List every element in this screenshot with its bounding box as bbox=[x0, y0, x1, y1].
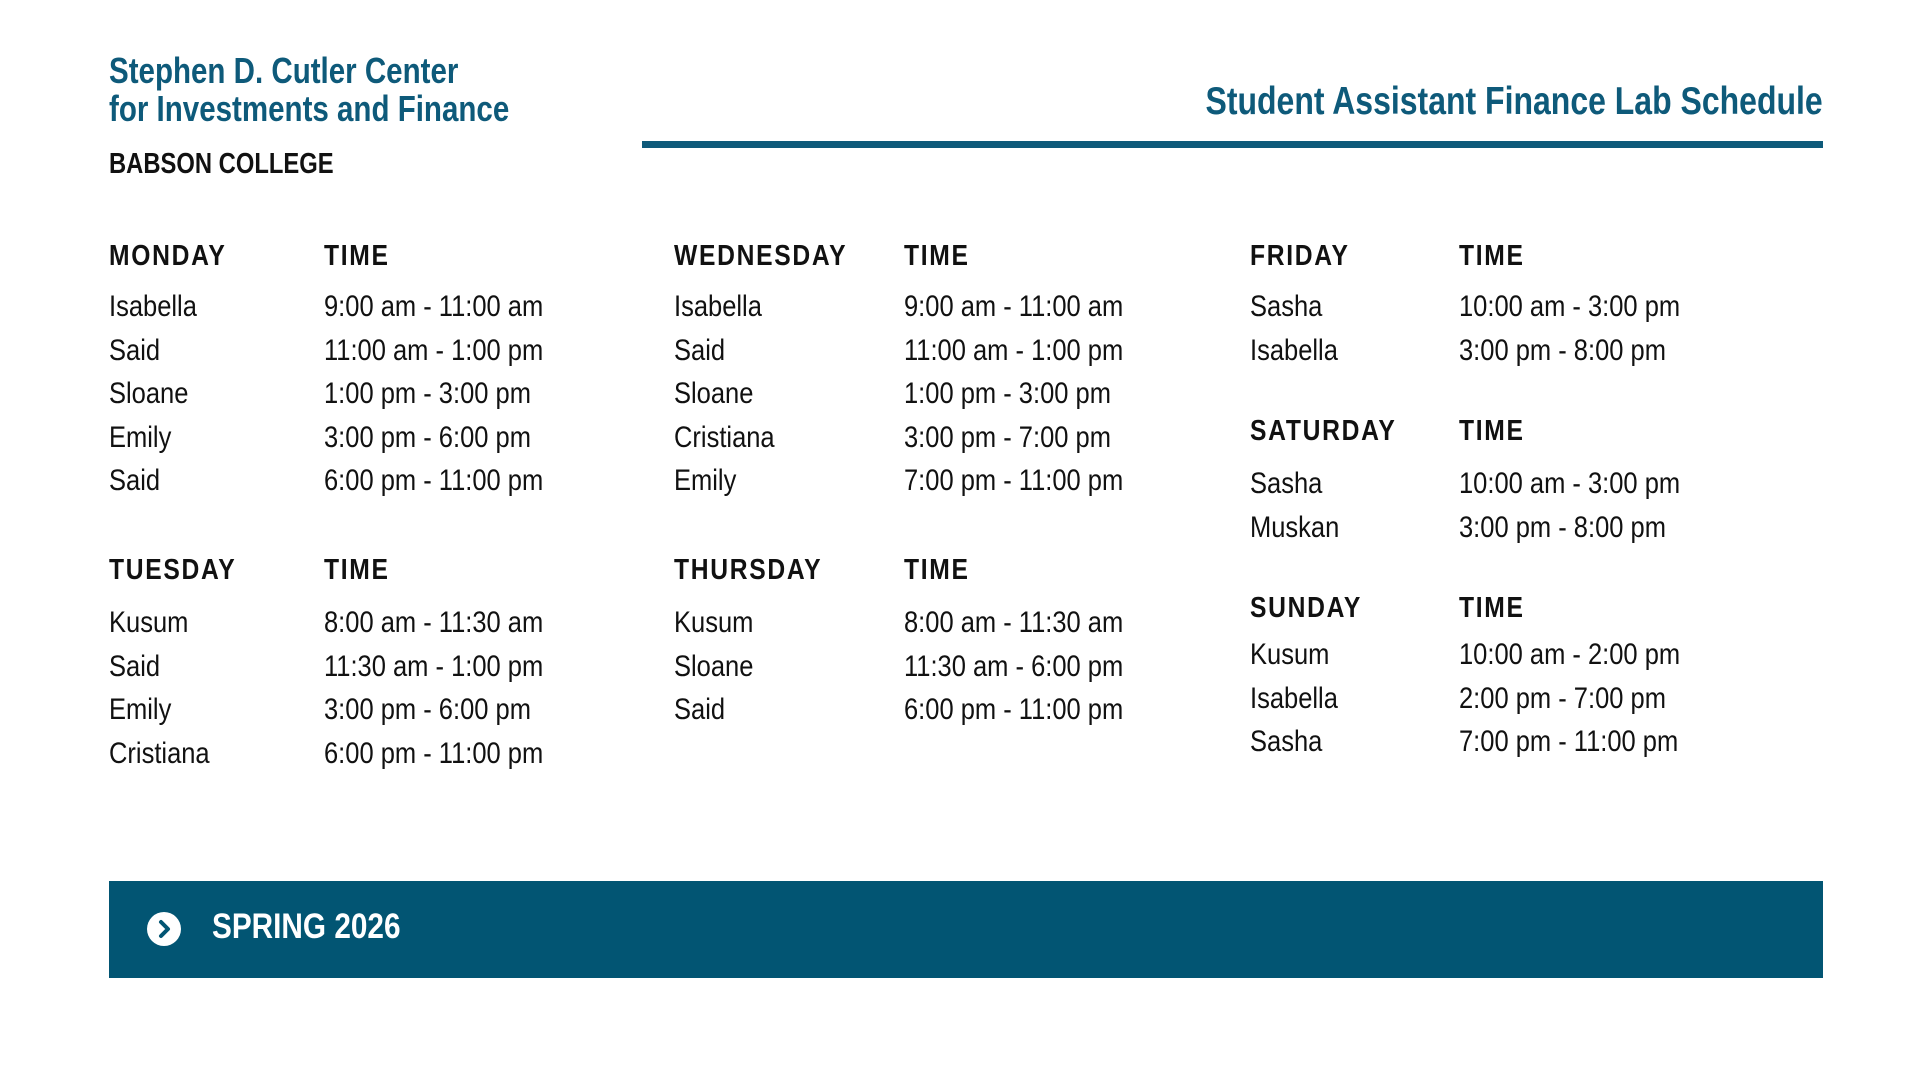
schedule-row bbox=[674, 334, 1234, 377]
shift-time: 7:00 pm - 11:00 pm bbox=[1459, 725, 1679, 758]
schedule-row bbox=[109, 737, 669, 780]
assistant-name: Kusum bbox=[109, 606, 189, 639]
assistant-name: Emily bbox=[109, 420, 172, 454]
shift-time: 3:00 pm - 7:00 pm bbox=[904, 420, 1111, 454]
shift-time: 6:00 pm - 11:00 pm bbox=[904, 693, 1124, 726]
assistant-name: Said bbox=[674, 693, 726, 726]
shift-time: 11:00 am - 1:00 pm bbox=[904, 333, 1124, 367]
title-underline bbox=[642, 141, 1823, 148]
assistant-name: Sasha bbox=[1250, 725, 1323, 758]
day-heading: SUNDAY bbox=[1250, 592, 1363, 624]
shift-time: 2:00 pm - 7:00 pm bbox=[1459, 681, 1666, 715]
schedule-row bbox=[674, 650, 1234, 693]
assistant-name: Isabella bbox=[674, 290, 762, 323]
assistant-name: Isabella bbox=[1250, 333, 1338, 367]
schedule-row bbox=[1250, 725, 1810, 768]
shift-time: 10:00 am - 3:00 pm bbox=[1459, 290, 1681, 323]
schedule-row bbox=[1250, 334, 1810, 377]
time-heading: TIME bbox=[1459, 415, 1525, 447]
assistant-name: Kusum bbox=[674, 606, 754, 639]
time-heading: TIME bbox=[1459, 240, 1525, 272]
shift-time: 6:00 pm - 11:00 pm bbox=[324, 736, 544, 770]
assistant-name: Sloane bbox=[109, 377, 189, 410]
schedule-row bbox=[674, 693, 1234, 736]
schedule-row bbox=[1250, 290, 1810, 333]
schedule-row bbox=[109, 421, 669, 464]
shift-time: 9:00 am - 11:00 am bbox=[904, 290, 1124, 323]
day-heading: TUESDAY bbox=[109, 554, 237, 586]
assistant-name: Sloane bbox=[674, 649, 754, 683]
time-heading: TIME bbox=[904, 240, 970, 272]
center-name-line2: for Investments and Finance bbox=[109, 88, 510, 129]
shift-time: 3:00 pm - 8:00 pm bbox=[1459, 333, 1666, 367]
assistant-name: Emily bbox=[674, 464, 737, 497]
assistant-name: Sasha bbox=[1250, 290, 1323, 323]
schedule-row bbox=[674, 421, 1234, 464]
day-heading: FRIDAY bbox=[1250, 240, 1350, 272]
schedule-row bbox=[1250, 638, 1810, 681]
college-name: BABSON COLLEGE bbox=[109, 148, 334, 180]
schedule-row bbox=[1250, 511, 1810, 554]
schedule-row bbox=[1250, 682, 1810, 725]
shift-time: 10:00 am - 3:00 pm bbox=[1459, 467, 1681, 500]
schedule-row bbox=[109, 334, 669, 377]
shift-time: 10:00 am - 2:00 pm bbox=[1459, 638, 1681, 671]
schedule-row bbox=[674, 464, 1234, 507]
schedule-row bbox=[674, 377, 1234, 420]
center-name-line1: Stephen D. Cutler Center bbox=[109, 50, 459, 91]
shift-time: 3:00 pm - 6:00 pm bbox=[324, 420, 531, 454]
term-label: SPRING 2026 bbox=[212, 907, 401, 946]
time-heading: TIME bbox=[324, 554, 390, 586]
time-heading: TIME bbox=[1459, 592, 1525, 624]
shift-time: 1:00 pm - 3:00 pm bbox=[324, 377, 531, 410]
assistant-name: Cristiana bbox=[109, 736, 210, 770]
schedule-row bbox=[109, 606, 669, 649]
assistant-name: Kusum bbox=[1250, 638, 1330, 671]
shift-time: 8:00 am - 11:30 am bbox=[324, 606, 544, 639]
assistant-name: Sloane bbox=[674, 377, 754, 410]
schedule-row bbox=[109, 693, 669, 736]
shift-time: 7:00 pm - 11:00 pm bbox=[904, 464, 1124, 497]
assistant-name: Emily bbox=[109, 693, 172, 726]
shift-time: 3:00 pm - 6:00 pm bbox=[324, 693, 531, 726]
schedule-row bbox=[674, 606, 1234, 649]
shift-time: 11:30 am - 1:00 pm bbox=[324, 649, 544, 683]
schedule-row bbox=[674, 290, 1234, 333]
page-title: Student Assistant Finance Lab Schedule bbox=[1205, 80, 1823, 123]
time-heading: TIME bbox=[324, 240, 390, 272]
assistant-name: Sasha bbox=[1250, 467, 1323, 500]
shift-time: 1:00 pm - 3:00 pm bbox=[904, 377, 1111, 410]
shift-time: 11:00 am - 1:00 pm bbox=[324, 333, 544, 367]
assistant-name: Said bbox=[674, 333, 726, 367]
chevron-right-circle-icon bbox=[147, 912, 181, 946]
day-heading: WEDNESDAY bbox=[674, 240, 848, 272]
assistant-name: Said bbox=[109, 333, 161, 367]
day-heading: SATURDAY bbox=[1250, 415, 1397, 447]
assistant-name: Isabella bbox=[1250, 681, 1338, 715]
schedule-row bbox=[109, 464, 669, 507]
shift-time: 11:30 am - 6:00 pm bbox=[904, 649, 1124, 683]
assistant-name: Muskan bbox=[1250, 510, 1340, 544]
shift-time: 9:00 am - 11:00 am bbox=[324, 290, 544, 323]
shift-time: 3:00 pm - 8:00 pm bbox=[1459, 510, 1666, 544]
assistant-name: Said bbox=[109, 464, 161, 497]
center-name bbox=[109, 52, 509, 128]
assistant-name: Said bbox=[109, 649, 161, 683]
assistant-name: Cristiana bbox=[674, 420, 775, 454]
shift-time: 8:00 am - 11:30 am bbox=[904, 606, 1124, 639]
assistant-name: Isabella bbox=[109, 290, 197, 323]
shift-time: 6:00 pm - 11:00 pm bbox=[324, 464, 544, 497]
schedule-row bbox=[109, 377, 669, 420]
schedule-row bbox=[109, 290, 669, 333]
day-heading: THURSDAY bbox=[674, 554, 823, 586]
time-heading: TIME bbox=[904, 554, 970, 586]
schedule-row bbox=[109, 650, 669, 693]
term-banner bbox=[109, 881, 1823, 978]
day-heading: MONDAY bbox=[109, 240, 227, 272]
schedule-row bbox=[1250, 467, 1810, 510]
